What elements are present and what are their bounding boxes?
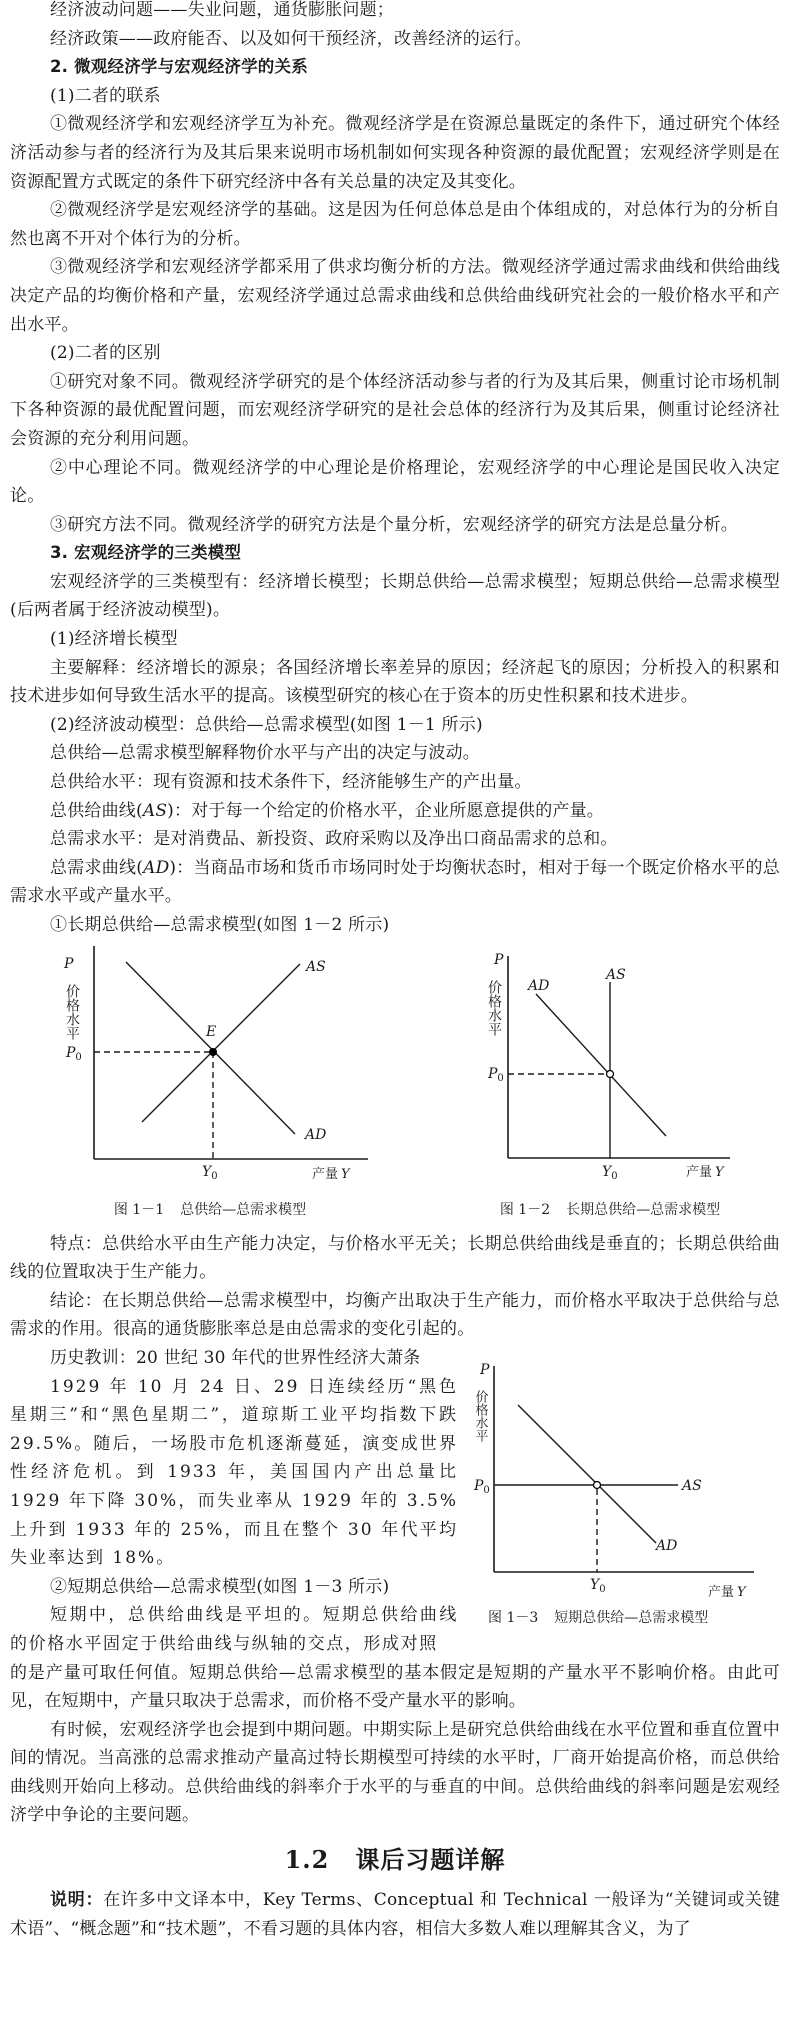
paragraph <box>10 797 780 826</box>
paragraph: ①研究对象不同。微观经济学研究的是个体经济活动参与者的行为及其后果，侧重讨论市场机制下各种资源的最优配置问题，而宏观经济学研究的是社会总体的经济行为及其后果，侧重讨论经济社会资源的充分利用问题。 <box>10 371 780 449</box>
paragraph: 有时候，宏观经济学也会提到中期问题。中期实际上是研究总供给曲线在水平位置和垂直位置中间的情况。当高涨的总需求推动产量高过特长期模型可持续的水平时，厂商开始提高价格，而总供给曲线则开始向上移动。总供给曲线的斜率介于水平的与垂直的中间。总供给曲线的斜率问题是宏观经济学中争论的主要问题。 <box>10 1719 780 1826</box>
as-label: AS <box>682 1477 702 1494</box>
caption-number: 图 1－3 <box>488 1609 539 1626</box>
text: )：当商品市场和货币市场同时处于均衡状态时，相对于每一个既定价格水平的总需求水平或产量水平。 <box>10 857 780 907</box>
figure-1-3-diagram <box>462 1362 780 1598</box>
paragraph: 结论：在长期总供给—总需求模型中，均衡产出取决于生产能力，而价格水平取决于总供给与总需求的作用。很高的通货膨胀率总是由总需求的变化引起的。 <box>10 1290 780 1340</box>
as-label: AS <box>606 966 626 983</box>
section-heading: 3. 宏观经济学的三类模型 <box>50 543 242 563</box>
subheading: (2)二者的区别 <box>50 343 161 364</box>
paragraph: ①长期总供给—总需求模型(如图 1－2 所示) <box>50 915 390 935</box>
caption-text: 短期总供给—总需求模型 <box>554 1609 709 1626</box>
caption-text: 长期总供给—总需求模型 <box>566 1201 721 1218</box>
y-axis-label: 价格水平 <box>472 1389 488 1442</box>
p0-label: $P_0$ <box>66 1044 82 1063</box>
paragraph: 宏观经济学的三类模型有：经济增长模型；长期总供给—总需求模型；短期总供给—总需求模型(后两者属于经济波动模型)。 <box>10 571 780 621</box>
text-with-figure <box>10 1344 780 1659</box>
text: 总需求曲线( <box>50 857 144 878</box>
as-label: AS <box>306 958 326 975</box>
y-axis-label: 价格水平 <box>486 979 502 1036</box>
x-axis-label: 产量 Y <box>686 1164 724 1180</box>
equilibrium-point <box>607 1070 614 1077</box>
y-axis-symbol: P <box>64 955 74 972</box>
paragraph: 经济政策——政府能否、以及如何干预经济，改善经济的运行。 <box>50 28 532 49</box>
figure-row <box>10 940 780 1230</box>
note-text: 在许多中文译本中，Key Terms、Conceptual 和 Technical 一般译为“关键词或关键术语”、“概念题”和“技术题”，不看习题的具体内容，相信大多数人难以理解其含义，为了 <box>10 1890 780 1939</box>
figure-1-1 <box>50 944 370 1220</box>
figure-1-1-diagram <box>50 944 370 1194</box>
wrapped-text <box>10 1344 458 1659</box>
ad-curve <box>126 962 295 1134</box>
caption-text: 总供给—总需求模型 <box>180 1201 307 1218</box>
p0-label: $P_0$ <box>474 1477 490 1496</box>
subheading: (1)经济增长模型 <box>50 629 178 650</box>
figure-1-2-diagram <box>450 944 770 1194</box>
caption-number: 图 1－2 <box>499 1201 551 1218</box>
caption-number: 图 1－1 <box>113 1201 165 1218</box>
section-title <box>10 1840 780 1880</box>
paragraph: 1929 年 10 月 24 日、29 日连续经历“黑色星期三”和“黑色星期二”，道琼斯工业平均指数下跌 29.5%。随后，一场股市危机逐渐蔓延，演变成世界性经济危机。到 1933 年，美国国内产出总量比 1929 年下降 30%，而失业率从 1929 年的 3.5% 上升到 1933 年的 25%，而且在整个 30 年代平均失业率达到 18%。 <box>10 1376 458 1569</box>
paragraph: 总供给水平：现有资源和技术条件下，经济能够生产的产出量。 <box>50 772 532 793</box>
ad-curve <box>536 994 666 1136</box>
y-axis-label: 价格水平 <box>64 983 80 1040</box>
figure-1-2 <box>450 944 770 1220</box>
text: )：对于每一个给定的价格水平，企业所愿意提供的产量。 <box>167 800 605 821</box>
equilibrium-point <box>594 1481 601 1488</box>
paragraph <box>10 854 780 911</box>
note-lead: 说明： <box>50 1890 104 1911</box>
paragraph: ②微观经济学是宏观经济学的基础。这是因为任何总体总是由个体组成的，对总体行为的分析自然也离不开对个体行为的分析。 <box>10 200 780 249</box>
subheading: (1)二者的联系 <box>50 85 161 106</box>
paragraph: 经济波动问题——失业问题，通货膨胀问题； <box>50 0 394 20</box>
paragraph: 总需求水平：是对消费品、新投资、政府采购以及净出口商品需求的总和。 <box>50 829 618 850</box>
y-axis-symbol: P <box>494 951 504 968</box>
paragraph: ③微观经济学和宏观经济学都采用了供求均衡分析的方法。微观经济学通过需求曲线和供给曲线决定产品的均衡价格和产量，宏观经济学通过总需求曲线和总供给曲线研究社会的一般价格水平和产出水平。 <box>10 257 780 335</box>
paragraph: ②短期总供给—总需求模型(如图 1－3 所示) <box>50 1576 390 1597</box>
equilibrium-point <box>209 1048 217 1056</box>
x-axis-label: 产量 Y <box>708 1584 746 1598</box>
ad-label: AD <box>656 1537 678 1554</box>
figure-1-3 <box>462 1362 780 1628</box>
paragraph: ②中心理论不同。微观经济学的中心理论是价格理论，宏观经济学的中心理论是国民收入决定论。 <box>10 457 780 507</box>
paragraph: 总供给—总需求模型解释物价水平与产出的决定与波动。 <box>50 743 480 764</box>
document-page <box>10 0 780 1943</box>
paragraph: ③研究方法不同。微观经济学的研究方法是个量分析，宏观经济学的研究方法是总量分析。 <box>50 514 738 535</box>
paragraph: 特点：总供给水平由生产能力决定，与价格水平无关；长期总供给曲线是垂直的；长期总供给曲线的位置取决于生产能力。 <box>10 1233 780 1283</box>
subheading: (2)经济波动模型：总供给—总需求模型(如图 1－1 所示) <box>50 714 483 735</box>
paragraph: 主要解释：经济增长的源泉；各国经济增长率差异的原因；经济起飞的原因；分析投入的积累和技术进步如何导致生活水平的提高。该模型研究的核心在于资本的历史性积累和技术进步。 <box>10 657 780 707</box>
y0-label: $Y_0$ <box>602 1163 618 1182</box>
y-axis-symbol: P <box>480 1361 490 1378</box>
p0-label: $P_0$ <box>488 1065 504 1084</box>
as-curve <box>142 964 300 1122</box>
paragraph <box>10 1886 780 1943</box>
figure-caption <box>50 1200 370 1220</box>
figure-caption <box>462 1608 780 1628</box>
paragraph: ①微观经济学和宏观经济学互为补充。微观经济学是在资源总量既定的条件下，通过研究个体经济活动参与者的经济行为及其后果来说明市场机制如何实现各种资源的最优配置；宏观经济学则是在资源配置方式既定的条件下研究经济中各有关总量的决定及其变化。 <box>10 114 780 192</box>
y0-label: $Y_0$ <box>590 1576 606 1595</box>
ad-curve <box>518 1405 656 1543</box>
figure-caption <box>450 1200 770 1220</box>
equilibrium-label: E <box>206 1023 217 1040</box>
y0-label: $Y_0$ <box>202 1163 218 1182</box>
x-axis-label: 产量 Y <box>312 1166 350 1182</box>
text: 总供给曲线( <box>50 800 143 821</box>
paragraph: 历史教训：20 世纪 30 年代的世界性经济大萧条 <box>50 1347 421 1368</box>
section-heading: 2. 微观经济学与宏观经济学的关系 <box>50 57 308 77</box>
ad-label: AD <box>305 1126 327 1143</box>
section-title-text: 课后习题详解 <box>355 1846 506 1875</box>
ad-symbol: AD <box>143 857 170 878</box>
section-number: 1.2 <box>284 1845 330 1875</box>
as-symbol: AS <box>142 800 168 821</box>
ad-label: AD <box>528 977 550 994</box>
paragraph: 的是产量可取任何值。短期总供给—总需求模型的基本假定是短期的产量水平不影响价格。由此可见，在短期中，产量只取决于总需求，而价格不受产量水平的影响。 <box>10 1662 780 1712</box>
paragraph: 短期中，总供给曲线是平坦的。短期总供给曲线的价格水平固定于供给曲线与纵轴的交点，形成对照 <box>10 1605 458 1654</box>
